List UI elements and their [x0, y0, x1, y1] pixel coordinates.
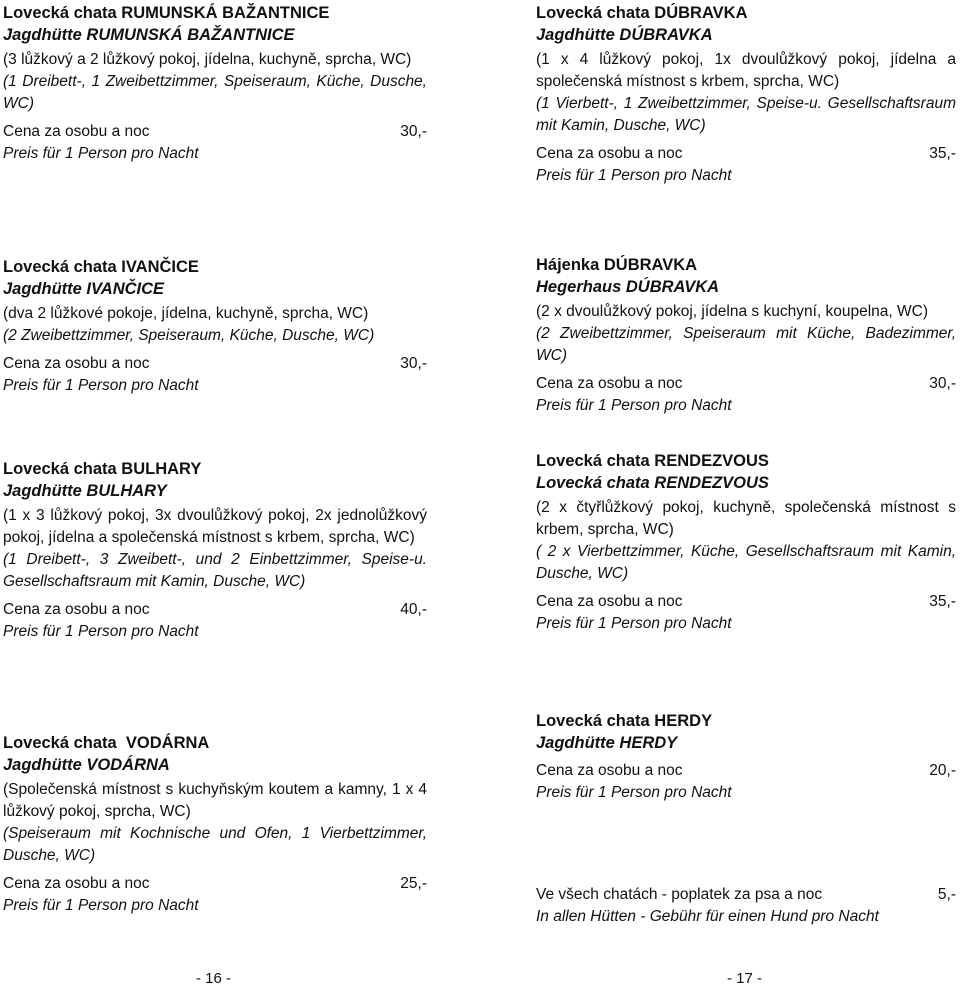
price-row: [536, 591, 956, 613]
cabin-description: (1 x 4 lůžkový pokoj, 1x dvoulůžkový pokoj, jídelna a společenská místnost s krbem, sprcha, WC): [536, 51, 956, 90]
dog-fee-note: [536, 884, 956, 928]
price-row: [3, 873, 427, 895]
price-value: 35,-: [929, 145, 956, 162]
cabin-description: (Společenská místnost s kuchyňským koutem a kamny, 1 x 4 lůžkový pokoj, sprcha, WC): [3, 781, 427, 820]
price-row: [536, 760, 956, 782]
cabin-title: Lovecká chata IVANČICE: [3, 258, 199, 276]
price-label: Cena za osobu a noc: [536, 145, 683, 162]
cabin-description-de: (1 Dreibett-, 3 Zweibett-, und 2 Einbettzimmer, Speise-u. Gesellschaftsraum mit Kamin, Dusche, WC): [3, 551, 427, 590]
price-row: [3, 599, 427, 621]
price-label: Cena za osobu a noc: [536, 762, 683, 779]
price-label-de: Preis für 1 Person pro Nacht: [536, 167, 732, 184]
price-value: 25,-: [400, 875, 427, 892]
cabin-title: Lovecká chata HERDY: [536, 712, 713, 730]
cabin-description: (2 x čtyřlůžkový pokoj, kuchyně, společenská místnost s krbem, sprcha, WC): [536, 499, 956, 538]
price-row: [3, 353, 427, 375]
price-label: Cena za osobu a noc: [3, 123, 150, 140]
cabin-entry-bulhary: [3, 458, 427, 643]
cabin-title-de: Hegerhaus DÚBRAVKA: [536, 278, 720, 296]
cabin-entry-hajenka-dubravka: [536, 254, 956, 417]
cabin-description: (1 x 3 lůžkový pokoj, 3x dvoulůžkový pokoj, 2x jednolůžkový pokoj, jídelna a společenská místnost s krbem, sprcha, WC): [3, 507, 427, 546]
price-label-de: Preis für 1 Person pro Nacht: [3, 897, 199, 914]
price-label: Cena za osobu a noc: [536, 593, 683, 610]
price-label: Cena za osobu a noc: [3, 601, 150, 618]
cabin-description: (2 x dvoulůžkový pokoj, jídelna s kuchyní, koupelna, WC): [536, 303, 928, 320]
price-label: Cena za osobu a noc: [3, 355, 150, 372]
price-label: Cena za osobu a noc: [536, 375, 683, 392]
dog-fee-row: [536, 884, 956, 906]
cabin-entry-herdy: [536, 710, 956, 804]
cabin-entry-rumunska-bazantnice: [3, 2, 427, 165]
cabin-title: Lovecká chata BULHARY: [3, 460, 202, 478]
dog-fee-label-de: In allen Hütten - Gebühr für einen Hund pro Nacht: [536, 908, 879, 925]
cabin-description-de: (2 Zweibettzimmer, Speiseraum, Küche, Dusche, WC): [3, 327, 375, 344]
price-value: 30,-: [929, 375, 956, 392]
cabin-title: Lovecká chata VODÁRNA: [3, 734, 210, 752]
cabin-description: (dva 2 lůžkové pokoje, jídelna, kuchyně, sprcha, WC): [3, 305, 369, 322]
price-label-de: Preis für 1 Person pro Nacht: [3, 145, 199, 162]
cabin-entry-ivancice: [3, 256, 427, 397]
cabin-title: Lovecká chata RUMUNSKÁ BAŽANTNICE: [3, 4, 330, 22]
cabin-description-de: (1 Vierbett-, 1 Zweibettzimmer, Speise-u. Gesellschaftsraum mit Kamin, Dusche, WC): [536, 95, 956, 134]
price-row: [536, 373, 956, 395]
cabin-title-de: Lovecká chata RENDEZVOUS: [536, 474, 769, 492]
page-number-right: - 17 -: [727, 970, 763, 987]
price-label-de: Preis für 1 Person pro Nacht: [536, 397, 732, 414]
price-row: [3, 121, 427, 143]
cabin-entry-vodarna: [3, 732, 427, 917]
page-number-left: - 16 -: [196, 970, 232, 987]
cabin-entry-dubravka: [536, 2, 956, 187]
price-label: Cena za osobu a noc: [3, 875, 150, 892]
price-label-de: Preis für 1 Person pro Nacht: [536, 615, 732, 632]
price-value: 40,-: [400, 601, 427, 618]
cabin-title-de: Jagdhütte RUMUNSKÁ BAŽANTNICE: [3, 26, 295, 44]
cabin-title: Lovecká chata RENDEZVOUS: [536, 452, 769, 470]
price-label-de: Preis für 1 Person pro Nacht: [536, 784, 732, 801]
cabin-description-de: (Speiseraum mit Kochnische und Ofen, 1 Vierbettzimmer, Dusche, WC): [3, 825, 427, 864]
cabin-title-de: Jagdhütte VODÁRNA: [3, 756, 170, 774]
cabin-title: Hájenka DÚBRAVKA: [536, 256, 698, 274]
cabin-entry-rendezvous: [536, 450, 956, 635]
cabin-title-de: Jagdhütte IVANČICE: [3, 280, 165, 298]
cabin-description-de: ( 2 x Vierbettzimmer, Küche, Gesellschaftsraum mit Kamin, Dusche, WC): [536, 543, 956, 582]
cabin-title: Lovecká chata DÚBRAVKA: [536, 4, 748, 22]
price-row: [536, 143, 956, 165]
dog-fee-price: 5,-: [937, 886, 956, 903]
price-label-de: Preis für 1 Person pro Nacht: [3, 377, 199, 394]
cabin-description-de: (1 Dreibett-, 1 Zweibettzimmer, Speiseraum, Küche, Dusche, WC): [3, 73, 427, 112]
cabin-description-de: (2 Zweibettzimmer, Speiseraum mit Küche, Badezimmer, WC): [536, 325, 956, 364]
price-value: 20,-: [929, 762, 956, 779]
price-value: 30,-: [400, 355, 427, 372]
price-label-de: Preis für 1 Person pro Nacht: [3, 623, 199, 640]
dog-fee-label: Ve všech chatách - poplatek za psa a noc: [536, 886, 823, 903]
cabin-title-de: Jagdhütte DÚBRAVKA: [536, 26, 713, 44]
cabin-description: (3 lůžkový a 2 lůžkový pokoj, jídelna, kuchyně, sprcha, WC): [3, 51, 412, 68]
price-value: 35,-: [929, 593, 956, 610]
cabin-title-de: Jagdhütte HERDY: [536, 734, 678, 752]
price-value: 30,-: [400, 123, 427, 140]
cabin-title-de: Jagdhütte BULHARY: [3, 482, 167, 500]
